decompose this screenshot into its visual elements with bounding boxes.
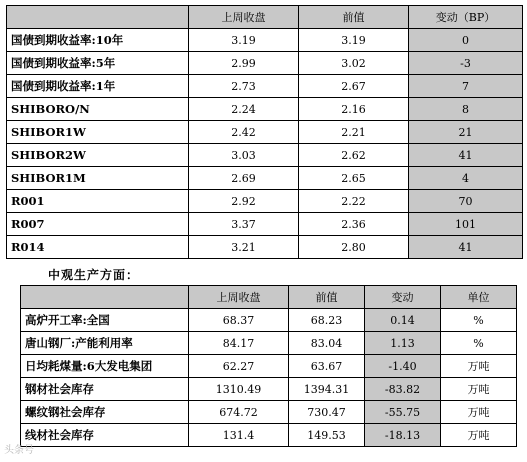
- last-week-close-cell: 3.21: [189, 236, 299, 259]
- table-row: [7, 29, 523, 52]
- previous-cell: 2.62: [299, 144, 409, 167]
- row-label: 国债到期收益率:1年: [7, 75, 189, 98]
- row-label: R001: [7, 190, 189, 213]
- change-cell: 0: [409, 29, 523, 52]
- unit-cell: %: [441, 332, 517, 355]
- change-cell: -18.13: [365, 424, 441, 447]
- previous-cell: 2.21: [299, 121, 409, 144]
- production-header-cell: [21, 286, 189, 309]
- last-week-close-cell: 131.4: [189, 424, 289, 447]
- previous-cell: 3.02: [299, 52, 409, 75]
- production-header-cell: 上周收盘: [189, 286, 289, 309]
- change-cell: -1.40: [365, 355, 441, 378]
- watermark: 头条号: [4, 445, 34, 456]
- last-week-close-cell: 3.03: [189, 144, 299, 167]
- previous-cell: 2.80: [299, 236, 409, 259]
- table-row: [7, 121, 523, 144]
- previous-cell: 730.47: [289, 401, 365, 424]
- change-cell: 21: [409, 121, 523, 144]
- previous-cell: 2.36: [299, 213, 409, 236]
- last-week-close-cell: 3.37: [189, 213, 299, 236]
- row-label: 国债到期收益率:10年: [7, 29, 189, 52]
- row-label: SHIBOR1W: [7, 121, 189, 144]
- table-row: [7, 167, 523, 190]
- unit-cell: 万吨: [441, 355, 517, 378]
- rates-header-cell: 变动（BP）: [409, 6, 523, 29]
- row-label: R014: [7, 236, 189, 259]
- previous-cell: 1394.31: [289, 378, 365, 401]
- previous-cell: 2.22: [299, 190, 409, 213]
- previous-cell: 3.19: [299, 29, 409, 52]
- last-week-close-cell: 3.19: [189, 29, 299, 52]
- change-cell: 41: [409, 144, 523, 167]
- change-cell: 4: [409, 167, 523, 190]
- previous-cell: 63.67: [289, 355, 365, 378]
- table-row: [7, 52, 523, 75]
- last-week-close-cell: 2.69: [189, 167, 299, 190]
- table-row: [21, 332, 517, 355]
- change-cell: 101: [409, 213, 523, 236]
- last-week-close-cell: 674.72: [189, 401, 289, 424]
- previous-cell: 68.23: [289, 309, 365, 332]
- change-cell: -83.82: [365, 378, 441, 401]
- last-week-close-cell: 2.42: [189, 121, 299, 144]
- table-row: [7, 213, 523, 236]
- previous-cell: 2.65: [299, 167, 409, 190]
- table-row: [21, 309, 517, 332]
- section-title-production: 中观生产方面：: [48, 268, 140, 282]
- table-row: [7, 75, 523, 98]
- last-week-close-cell: 1310.49: [189, 378, 289, 401]
- table-row: [7, 98, 523, 121]
- rates-table: [6, 5, 523, 259]
- previous-cell: 83.04: [289, 332, 365, 355]
- production-header-cell: 单位: [441, 286, 517, 309]
- last-week-close-cell: 62.27: [189, 355, 289, 378]
- last-week-close-cell: 68.37: [189, 309, 289, 332]
- change-cell: 7: [409, 75, 523, 98]
- rates-header-cell: 前值: [299, 6, 409, 29]
- change-cell: 1.13: [365, 332, 441, 355]
- row-label: 唐山钢厂:产能利用率: [21, 332, 189, 355]
- table-row: [21, 424, 517, 447]
- change-cell: 8: [409, 98, 523, 121]
- table-row: [7, 236, 523, 259]
- unit-cell: %: [441, 309, 517, 332]
- last-week-close-cell: 84.17: [189, 332, 289, 355]
- row-label: SHIBOR2W: [7, 144, 189, 167]
- unit-cell: 万吨: [441, 378, 517, 401]
- unit-cell: 万吨: [441, 424, 517, 447]
- row-label: 钢材社会库存: [21, 378, 189, 401]
- change-cell: 41: [409, 236, 523, 259]
- table-row: [21, 355, 517, 378]
- last-week-close-cell: 2.99: [189, 52, 299, 75]
- rates-header-cell: [7, 6, 189, 29]
- production-header-cell: 前值: [289, 286, 365, 309]
- production-table: [20, 285, 517, 447]
- rates-header-cell: 上周收盘: [189, 6, 299, 29]
- change-cell: 70: [409, 190, 523, 213]
- last-week-close-cell: 2.73: [189, 75, 299, 98]
- production-header-cell: 变动: [365, 286, 441, 309]
- last-week-close-cell: 2.24: [189, 98, 299, 121]
- previous-cell: 2.67: [299, 75, 409, 98]
- row-label: 高炉开工率:全国: [21, 309, 189, 332]
- row-label: SHIBOR1M: [7, 167, 189, 190]
- row-label: SHIBORO/N: [7, 98, 189, 121]
- row-label: 螺纹钢社会库存: [21, 401, 189, 424]
- change-cell: 0.14: [365, 309, 441, 332]
- last-week-close-cell: 2.92: [189, 190, 299, 213]
- production-header-row: [21, 286, 517, 309]
- row-label: 线材社会库存: [21, 424, 189, 447]
- row-label: 日均耗煤量:6大发电集团: [21, 355, 189, 378]
- table-row: [21, 378, 517, 401]
- unit-cell: 万吨: [441, 401, 517, 424]
- change-cell: -55.75: [365, 401, 441, 424]
- previous-cell: 2.16: [299, 98, 409, 121]
- row-label: R007: [7, 213, 189, 236]
- rates-header-row: [7, 6, 523, 29]
- previous-cell: 149.53: [289, 424, 365, 447]
- table-row: [21, 401, 517, 424]
- change-cell: -3: [409, 52, 523, 75]
- table-row: [7, 190, 523, 213]
- table-row: [7, 144, 523, 167]
- row-label: 国债到期收益率:5年: [7, 52, 189, 75]
